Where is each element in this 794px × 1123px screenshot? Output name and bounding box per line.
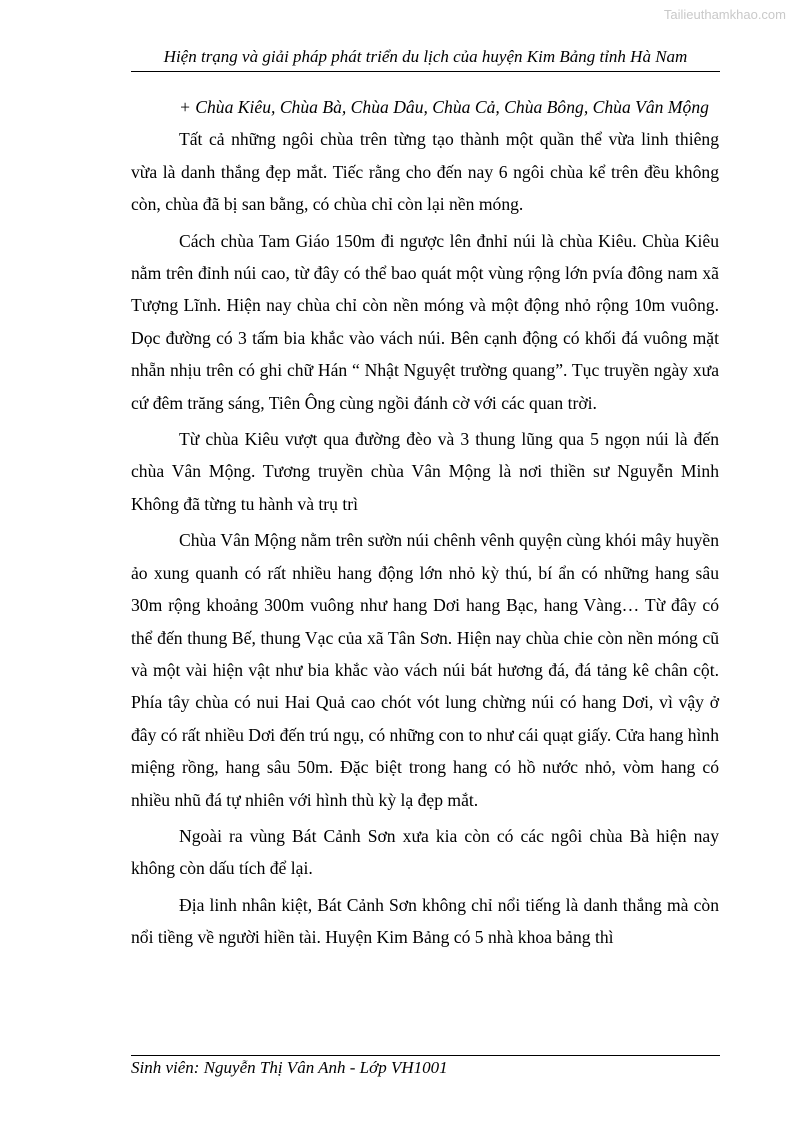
paragraph: Cách chùa Tam Giáo 150m đi ngược lên đnhỉ núi là chùa Kiêu. Chùa Kiêu nằm trên đỉnh núi cao, từ đây có thể bao quát một vùng rộng lớn pvía đông nam xã Tượng Lĩnh. Hiện nay chùa chỉ còn nền móng và một động nhỏ rộng 10m vuông. Dọc đường có 3 tấm bia khắc vào vách núi. Bên cạnh động có khối đá vuông mặt nhẵn nhịu trên có ghi chữ Hán “ Nhật Nguyệt trường quang”. Tục truyền ngày xưa cứ đêm trăng sáng, Tiên Ông cùng ngồi đánh cờ với các quan trời. <box>131 230 719 413</box>
document-body <box>131 91 719 954</box>
paragraph: Từ chùa Kiêu vượt qua đường đèo và 3 thung lũng qua 5 ngọn núi là đến chùa Vân Mộng. Tương truyền chùa Vân Mộng là nơi thiền sư Nguyễn Minh Không đã từng tu hành và trụ trì <box>131 429 719 514</box>
footer-author: Sinh viên: Nguyễn Thị Vân Anh - Lớp VH1001 <box>131 1058 448 1077</box>
paragraph: Tất cả những ngôi chùa trên từng tạo thành một quần thể vừa linh thiêng vừa là danh thắng đẹp mắt. Tiếc rằng cho đến nay 6 ngôi chùa kể trên đều không còn, chùa đã bị san bằng, có chùa chỉ còn lại nền móng. <box>131 129 719 215</box>
paragraph: Chùa Vân Mộng nằm trên sườn núi chênh vênh quyện cùng khói mây huyền ảo xung quanh có rất nhiều hang động lớn nhỏ kỳ thú, bí ẩn có những hang sâu 30m rộng khoảng 300m vuông như hang Dơi hang Bạc, hang Vàng… Từ đây có thể đến thung Bế, thung Vạc của xã Tân Sơn. Hiện nay chùa chie còn nền móng cũ và một vài hiện vật như bia khắc vào vách núi bát hương đá, đá tảng kê chân cột. Phía tây chùa có nui Hai Quả cao chót vót lung chừng núi có hang Dơi, vì vậy ở đây có rất nhiều Dơi đến trú ngụ, có những con to như cái quạt giấy. Cửa hang hình miệng rồng, hang sâu 50m. Đặc biệt trong hang có hồ nước nhỏ, vòm hang có nhiều nhũ đá tự nhiên với hình thù kỳ lạ đẹp mắt. <box>131 530 719 810</box>
footer-divider <box>131 1055 720 1056</box>
pagoda-list-line: + Chùa Kiêu, Chùa Bà, Chùa Dâu, Chùa Cả, Chùa Bông, Chùa Vân Mộng <box>179 97 709 117</box>
watermark: Tailieuthamkhao.com <box>663 7 786 22</box>
paragraph: Ngoài ra vùng Bát Cảnh Sơn xưa kia còn có các ngôi chùa Bà hiện nay không còn dấu tích để lại. <box>131 825 719 879</box>
running-header: Hiện trạng và giải pháp phát triển du lịch của huyện Kim Bảng tỉnh Hà Nam <box>131 47 720 72</box>
paragraph: Địa linh nhân kiệt, Bát Cảnh Sơn không chỉ nổi tiếng là danh thắng mà còn nổi tiềng về người hiền tài. Huyện Kim Bảng có 5 nhà khoa bảng thì <box>131 894 719 948</box>
